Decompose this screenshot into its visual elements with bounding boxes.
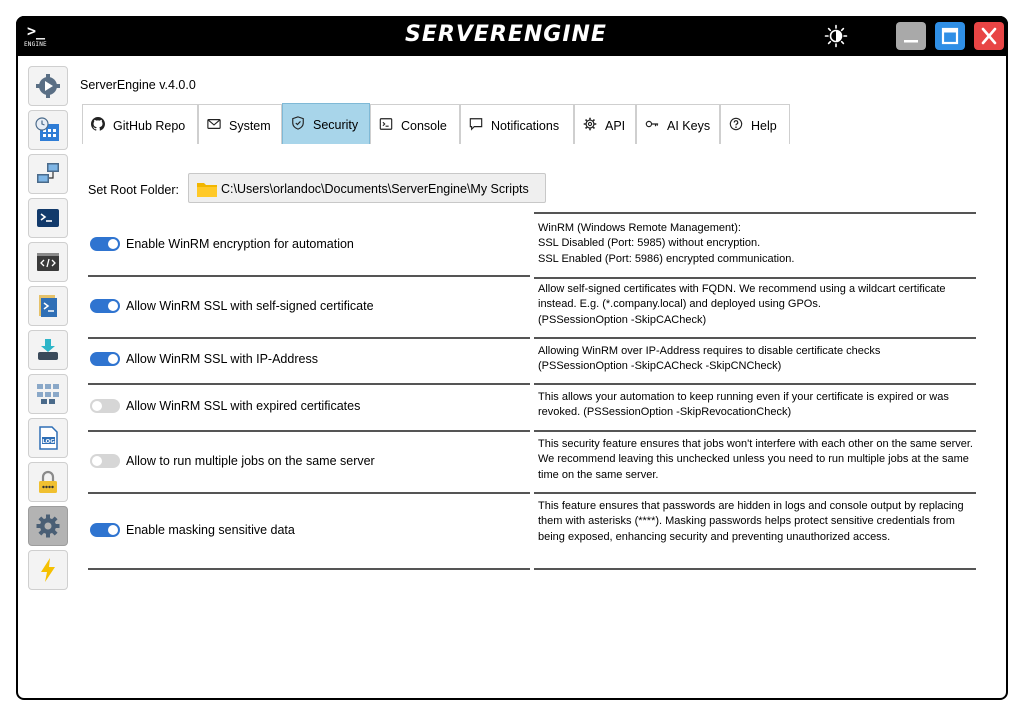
sidebar-item-triggers[interactable] [28, 550, 68, 590]
tab-label: AI Keys [667, 119, 711, 133]
tab-api[interactable] [574, 104, 636, 144]
app-logo [24, 22, 50, 50]
setting-left-cell [88, 430, 530, 494]
tab-security[interactable] [282, 103, 370, 144]
tab-label: API [605, 119, 626, 133]
setting-right-cell [534, 383, 976, 432]
help-circle-icon [729, 117, 743, 131]
network-computers-icon [35, 161, 61, 187]
root-folder-path: C:\Users\orlandoc\Documents\ServerEngine\My Scripts [221, 182, 529, 196]
app-window [16, 16, 1008, 700]
tab-label: System [229, 119, 271, 133]
play-gear-icon [35, 73, 61, 99]
server-grid-icon [35, 381, 61, 407]
tab-label: Help [751, 119, 777, 133]
tab-label: GitHub Repo [113, 119, 186, 133]
setting-description: Allowing WinRM over IP-Address requires to disable certificate checks (PSSessionOption -SkipCACheck -SkipCNCheck) [538, 345, 881, 373]
root-folder-label: Set Root Folder: [88, 183, 180, 197]
setting-row-multiple-jobs [88, 430, 976, 492]
setting-left-cell [88, 337, 530, 385]
github-icon [91, 117, 105, 131]
setting-right-cell [534, 275, 976, 339]
tab-label: Console [401, 119, 447, 133]
console-icon [379, 117, 393, 131]
setting-left-cell [88, 492, 530, 570]
logo-prompt: >_ [27, 22, 46, 40]
sidebar-item-network[interactable] [28, 154, 68, 194]
root-folder-button[interactable] [188, 173, 546, 203]
tab-help[interactable] [720, 104, 790, 144]
tab-github-repo[interactable] [82, 104, 198, 144]
lightning-icon [35, 557, 61, 583]
setting-row-self-signed [88, 275, 976, 337]
padlock-icon [35, 469, 61, 495]
sidebar-item-logs[interactable] [28, 418, 68, 458]
tab-system[interactable] [198, 104, 282, 144]
setting-description: Allow self-signed certificates with FQDN. We recommend using a wildcart certificate instead. E.g. (*.company.local) and deployed using GPOs. (PSSessionOption -SkipCACheck) [538, 283, 946, 326]
close-button[interactable] [974, 22, 1004, 50]
setting-right-cell [534, 337, 976, 385]
setting-label: Enable masking sensitive data [126, 523, 295, 537]
sidebar-item-scheduler[interactable] [28, 110, 68, 150]
chat-bubble-icon [469, 117, 483, 131]
tab-notifications[interactable] [460, 104, 574, 144]
setting-left-cell [88, 275, 530, 339]
sidebar-item-powershell[interactable] [28, 198, 68, 238]
code-icon [35, 249, 61, 275]
sidebar-item-scripts[interactable] [28, 286, 68, 326]
sidebar-item-credentials[interactable] [28, 462, 68, 502]
settings-gear-icon [35, 513, 61, 539]
tab-ai-keys[interactable] [636, 104, 720, 144]
log-file-icon [35, 425, 61, 451]
expired-certs-toggle[interactable] [90, 399, 120, 413]
powershell-icon [35, 205, 61, 231]
ip-address-toggle[interactable] [90, 352, 120, 366]
sidebar-item-downloads[interactable] [28, 330, 68, 370]
app-version: ServerEngine v.4.0.0 [80, 78, 196, 92]
setting-label: Allow WinRM SSL with expired certificates [126, 399, 361, 413]
main-content [18, 56, 1006, 698]
tab-label: Notifications [491, 119, 560, 133]
calendar-clock-icon [35, 117, 61, 143]
sidebar-item-servers[interactable] [28, 374, 68, 414]
toggle-knob [108, 354, 118, 364]
title-bar[interactable] [16, 16, 1008, 56]
key-icon [645, 117, 659, 131]
setting-right-cell [534, 492, 976, 570]
setting-description: This allows your automation to keep running even if your certificate is expired or was revoked. (PSSessionOption -SkipRevocationCheck) [538, 391, 949, 419]
setting-label: Enable WinRM encryption for automation [126, 237, 354, 251]
setting-right-cell [534, 212, 976, 279]
mail-icon [207, 117, 221, 131]
self-signed-toggle[interactable] [90, 299, 120, 313]
setting-row-masking [88, 492, 976, 568]
svg-text:LOG: LOG [42, 439, 55, 445]
setting-row-expired-certs [88, 383, 976, 430]
setting-description: This feature ensures that passwords are hidden in logs and console output by replacing them with asterisks (****). Masking passwords helps protect sensitive credentials from being exposed, enhancing security and preventing unauthorized access. [538, 500, 964, 543]
script-file-icon [35, 293, 61, 319]
maximize-button[interactable] [935, 22, 965, 50]
tab-label: Security [313, 118, 359, 132]
folder-icon [197, 181, 217, 197]
sidebar-item-settings[interactable] [28, 506, 68, 546]
sun-moon-icon[interactable] [824, 24, 848, 48]
minimize-button[interactable] [896, 22, 926, 50]
tab-console[interactable] [370, 104, 460, 144]
toggle-knob [108, 525, 118, 535]
multiple-jobs-toggle[interactable] [90, 454, 120, 468]
setting-label: Allow WinRM SSL with self-signed certificate [126, 299, 374, 313]
toggle-knob [108, 239, 118, 249]
setting-label: Allow WinRM SSL with IP-Address [126, 352, 318, 366]
close-icon [974, 22, 1004, 50]
maximize-icon [935, 22, 965, 50]
setting-row-winrm-encryption [88, 212, 976, 275]
shield-icon [291, 116, 305, 130]
app-title: SERVERENGINE [405, 22, 607, 47]
setting-left-cell [88, 212, 530, 277]
setting-description: This security feature ensures that jobs won't interfere with each other on the same server. We recommend leaving this unchecked unless you need to run multiple jobs at the same time on the same server. [538, 438, 973, 481]
setting-right-cell [534, 430, 976, 494]
masking-toggle[interactable] [90, 523, 120, 537]
logo-caption: ENGINE [24, 41, 47, 48]
setting-row-ip-address [88, 337, 976, 383]
setting-description: WinRM (Windows Remote Management): SSL Disabled (Port: 5985) without encryption. SSL Enabled (Port: 5986) encrypted communication. [538, 222, 795, 265]
sidebar-item-automation[interactable] [28, 66, 68, 106]
sidebar-item-code[interactable] [28, 242, 68, 282]
toggle-knob [92, 456, 102, 466]
toggle-knob [108, 301, 118, 311]
gear-api-icon [583, 117, 597, 131]
setting-label: Allow to run multiple jobs on the same server [126, 454, 375, 468]
download-drive-icon [35, 337, 61, 363]
setting-left-cell [88, 383, 530, 432]
toggle-knob [92, 401, 102, 411]
winrm-encryption-toggle[interactable] [90, 237, 120, 251]
minimize-icon [896, 22, 926, 50]
